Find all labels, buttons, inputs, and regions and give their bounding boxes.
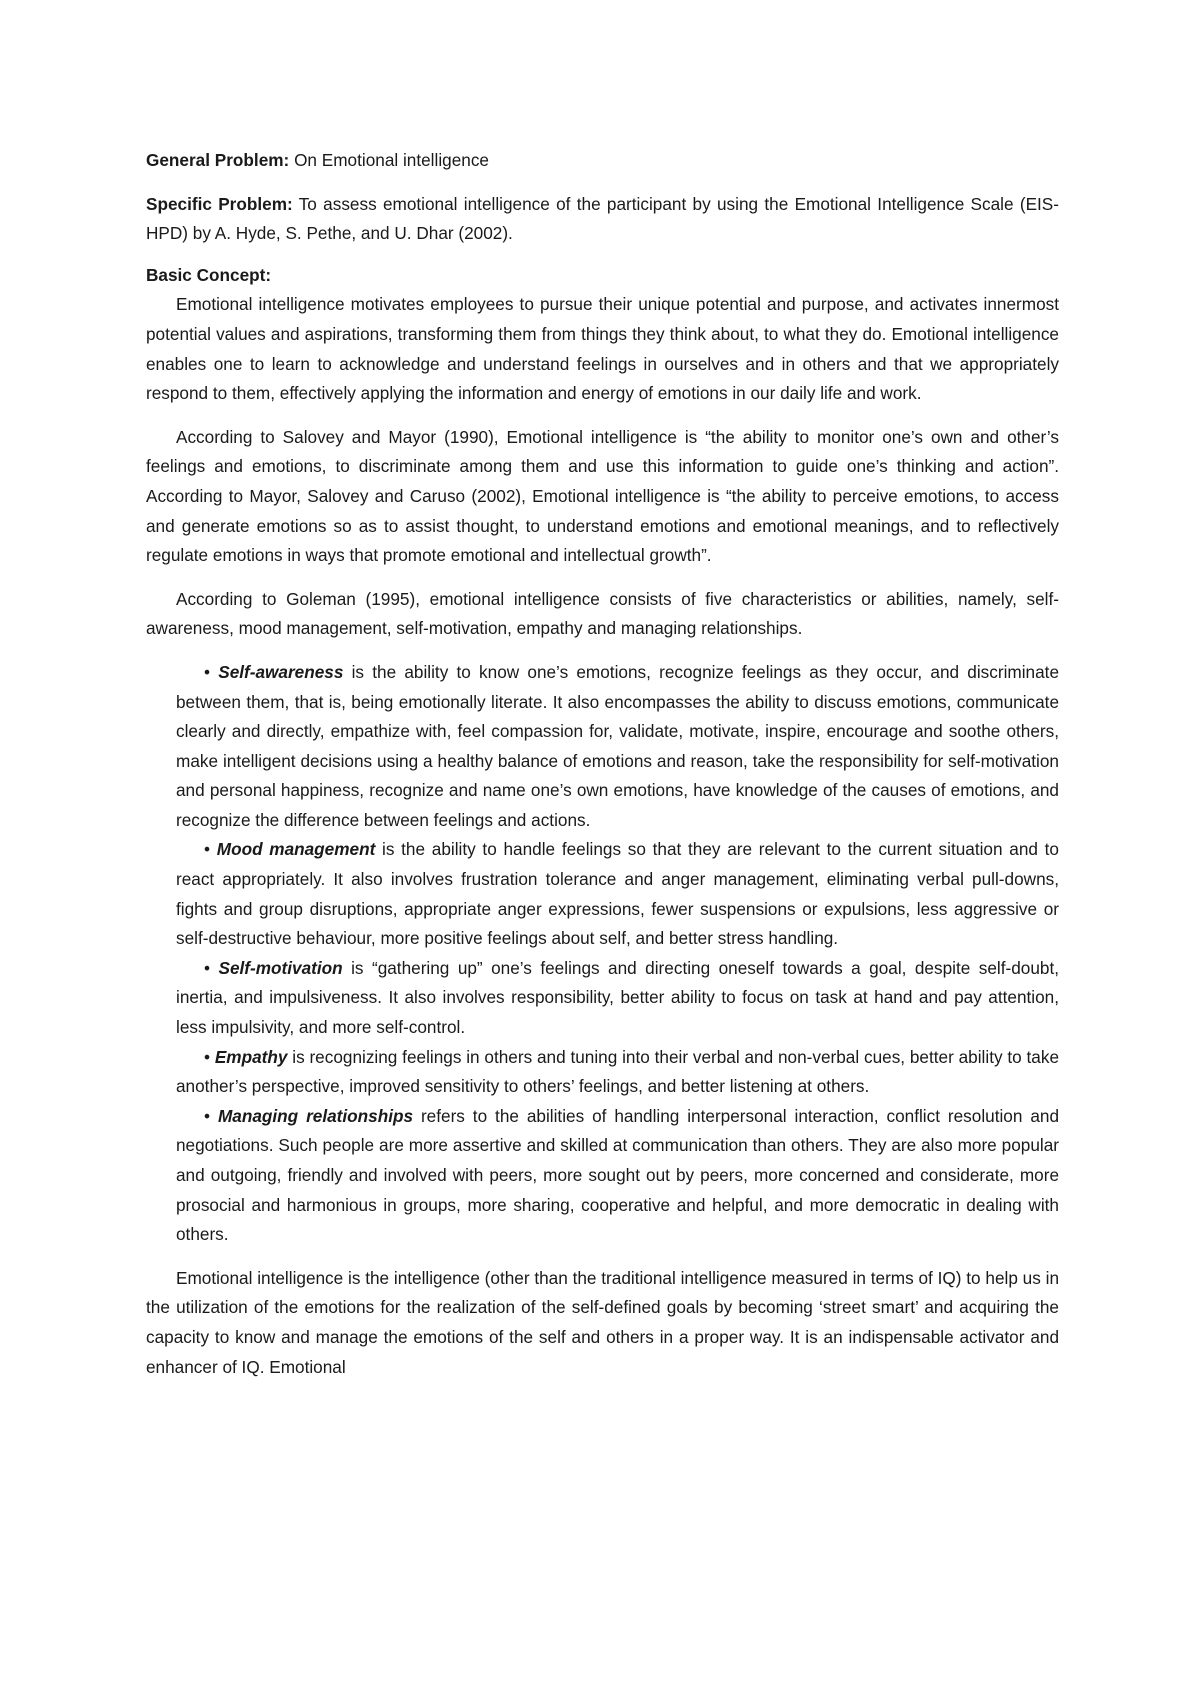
list-item-self-awareness [176, 658, 1059, 836]
bullet-term: Empathy [214, 1046, 288, 1067]
document-page [146, 146, 1059, 1396]
bullet-term: Mood management [216, 839, 376, 860]
bullet-marker: • [204, 661, 211, 682]
concept-paragraph-2: According to Salovey and Mayor (1990), Emotional intelligence is “the ability to monitor one’s own and other’s feelings and emotions, to discriminate among them and use this information to guide one’s thinking and action”. According to Mayor, Salovey and Caruso (2002), Emotional intelligence is “the ability to perceive emotions, to access and generate emotions so as to assist thought, to understand emotions and emotional meanings, and to reflectively regulate emotions in ways that promote emotional and intellectual growth”. [146, 426, 1059, 566]
specific-problem [146, 190, 1059, 249]
bullet-text: is the ability to know one’s emotions, recognize feelings as they occur, and discriminate between them, that is, being emotionally literate. It also encompasses the ability to discuss emotions, communicate clearly and directly, empathize with, feel compassion for, validate, motivate, inspire, encourage and soothe others, make intelligent decisions using a healthy balance of emotions and reason, take the responsibility for self-motivation and personal happiness, recognize and name one’s own emotions, have knowledge of the causes of emotions, and recognize the difference between feelings and actions. [176, 661, 1060, 830]
bullet-marker: • [204, 957, 211, 978]
bullet-marker: • [204, 1105, 211, 1126]
general-problem-label: General Problem: [146, 150, 290, 170]
bullet-term: Self-motivation [218, 957, 343, 978]
list-item-self-motivation [176, 954, 1059, 1043]
list-item-mood-management [176, 835, 1059, 953]
list-item-empathy [176, 1043, 1059, 1102]
closing-paragraph: Emotional intelligence is the intelligence (other than the traditional intelligence measured in terms of IQ) to help us in the utilization of the emotions for the realization of the self-defined goals by becoming ‘street smart’ and acquiring the capacity to know and manage the emotions of the self and others in a proper way. It is an indispensable activator and enhancer of IQ. Emotional [146, 1267, 1059, 1377]
characteristics-list [146, 658, 1059, 1250]
general-problem-text: On Emotional intelligence [294, 150, 489, 170]
general-problem [146, 146, 1059, 176]
concept-paragraph-1: Emotional intelligence motivates employees to pursue their unique potential and purpose, and activates innermost potential values and aspirations, transforming them from things they think about, to what they do. Emotional intelligence enables one to learn to acknowledge and understand feelings in ourselves and in others and that we appropriately respond to them, effectively applying the information and energy of emotions in our daily life and work. [146, 294, 1059, 404]
bullet-text: refers to the abilities of handling interpersonal interaction, conflict resolution and negotiations. Such people are more assertive and skilled at communication than others. They are also more popular and outgoing, friendly and involved with peers, more sought out by peers, more concerned and considerate, more prosocial and harmonious in groups, more sharing, cooperative and helpful, and more democratic in dealing with others. [176, 1105, 1060, 1245]
specific-problem-label: Specific Problem: [146, 193, 293, 214]
bullet-text: is the ability to handle feelings so that they are relevant to the current situation and to react appropriately. It also involves frustration tolerance and anger management, eliminating verbal pull-downs, fights and group disruptions, appropriate anger expressions, fewer suspensions or expulsions, less aggressive or self-destructive behaviour, more positive feelings about self, and better stress handling. [176, 839, 1059, 949]
bullet-text: is “gathering up” one’s feelings and directing oneself towards a goal, despite self-doubt, inertia, and impulsiveness. It also involves responsibility, better ability to focus on task at hand and pay attention, less impulsivity, and more self-control. [176, 957, 1060, 1038]
specific-problem-text: To assess emotional intelligence of the participant by using the Emotional Intelligence Scale (EIS-HPD) by A. Hyde, S. Pethe, and U. Dhar (2002). [146, 193, 1059, 244]
basic-concept-heading: Basic Concept: [146, 264, 272, 285]
bullet-term: Managing relationships [217, 1105, 414, 1126]
concept-paragraph-3: According to Goleman (1995), emotional intelligence consists of five characteristics or abilities, namely, self-awareness, mood management, self-motivation, empathy and managing relationships. [146, 588, 1059, 639]
bullet-marker: • [204, 839, 211, 860]
bullet-term: Self-awareness [218, 661, 344, 682]
bullet-marker: • [204, 1046, 211, 1067]
list-item-managing-relationships [176, 1102, 1059, 1250]
bullet-text: is recognizing feelings in others and tuning into their verbal and non-verbal cues, better ability to take another’s perspective, improved sensitivity to others’ feelings, and better listening at others. [176, 1046, 1059, 1097]
